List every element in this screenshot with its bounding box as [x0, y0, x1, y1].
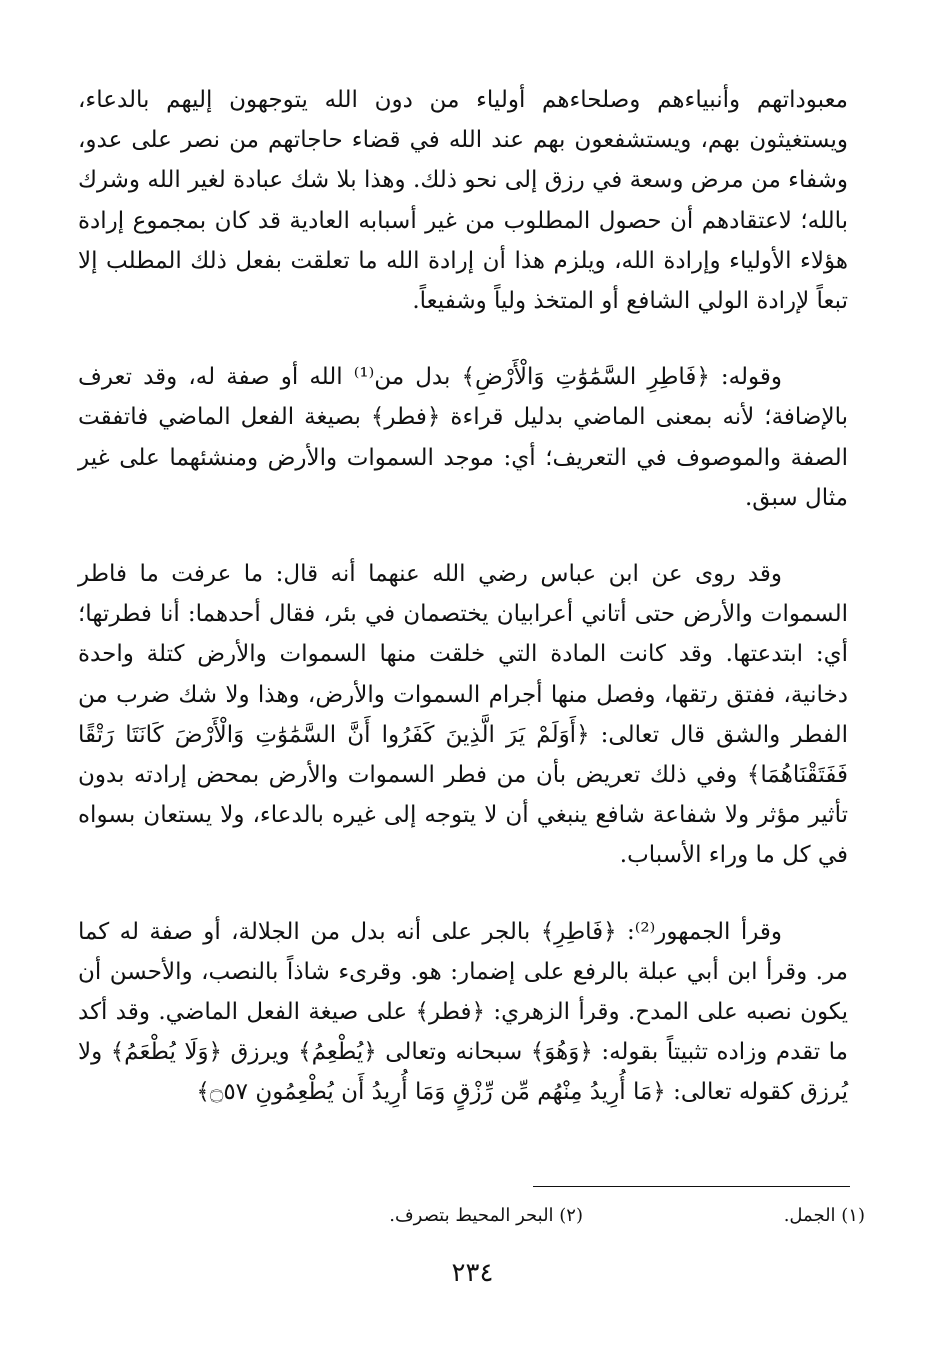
main-text — [78, 80, 848, 1149]
footnote-2: (٢) البحر المحيط بتصرف. — [389, 1205, 583, 1226]
footnote-1: (١) الجمل. — [783, 1205, 865, 1226]
page-number: ٢٣٤ — [451, 1258, 494, 1288]
footnote-separator — [533, 1186, 850, 1187]
paragraph-4: وقرأ الجمهور⁽²⁾: ﴿فَاطِرِ﴾ بالجر على أنه بدل من الجلالة، أو صفة له كما مر. وقرأ ابن أبي عبلة بالرفع على إضمار: هو. وقرىء شاذاً بالنصب، والأحسن أن يكون نصبه على المدح. وقرأ الزهري: ﴿فطر﴾ على صيغة الفعل الماضي. وقد أكد ما تقدم وزاده تثبيتاً بقوله: ﴿وَهُوَ﴾ سبحانه وتعالى ﴿يُطْعِمُ﴾ ويرزق ﴿وَلَا يُطْعَمُ﴾ ولا يُرزق كقوله تعالى: ﴿مَا أُرِيدُ مِنْهُم مِّن رِّزْقٍ وَمَا أُرِيدُ أَن يُطْعِمُونِ ۝٥٧﴾ — [78, 918, 848, 1106]
paragraph-2: وقوله: ﴿فَاطِرِ السَّمَٰوَٰتِ وَالْأَرْضِ﴾ بدل من⁽¹⁾ الله أو صفة له، وقد تعرف بالإضافة؛ لأنه بمعنى الماضي بدليل قراءة ﴿فطر﴾ بصيغة الفعل الماضي فاتفقت الصفة والموصوف في التعريف؛ أي: موجد السموات والأرض ومنشئهما على غير مثال سبق. — [78, 364, 848, 511]
paragraph-1: معبوداتهم وأنبياءهم وصلحاءهم أولياء من دون الله يتوجهون إليهم بالدعاء، ويستغيثون بهم، ويستشفعون بهم عند الله في قضاء حاجاتهم من نصر على عدو، وشفاء من مرض وسعة في رزق إلى نحو ذلك. وهذا بلا شك عبادة لغير الله وشرك بالله؛ لاعتقادهم أن حصول المطلوب من غير أسبابه العادية قد كان بمجموع إرادة هؤلاء الأولياء وإرادة الله، ويلزم هذا أن إرادة الله ما تعلقت بفعل ذلك المطلب إلا تبعاً لإرادة الولي الشافع أو المتخذ ولياً وشفيعاً. — [78, 87, 848, 315]
paragraph-3: وقد روى عن ابن عباس رضي الله عنهما أنه قال: ما عرفت ما فاطر السموات والأرض حتى أتاني أعرابيان يختصمان في بئر، فقال أحدهما: أنا فطرتها؛ أي: ابتدعتها. وقد كانت المادة التي خلقت منها السموات والأرض كتلة واحدة دخانية، ففتق رتقها، وفصل منها أجرام السموات والأرض، وهذا ولا شك ضرب من الفطر والشق قال تعالى: ﴿أَوَلَمْ يَرَ الَّذِينَ كَفَرُوا أَنَّ السَّمَٰوَٰتِ وَالْأَرْضَ كَانَتَا رَتْقًا فَفَتَقْنَاهُمَا﴾ وفي ذلك تعريض بأن من فطر السموات والأرض بمحض إرادته بدون تأثير مؤثر ولا شفاعة شافع ينبغي أن لا يتوجه إلى غيره بالدعاء، ولا يستعان بسواه في كل ما وراء الأسباب. — [78, 561, 848, 869]
